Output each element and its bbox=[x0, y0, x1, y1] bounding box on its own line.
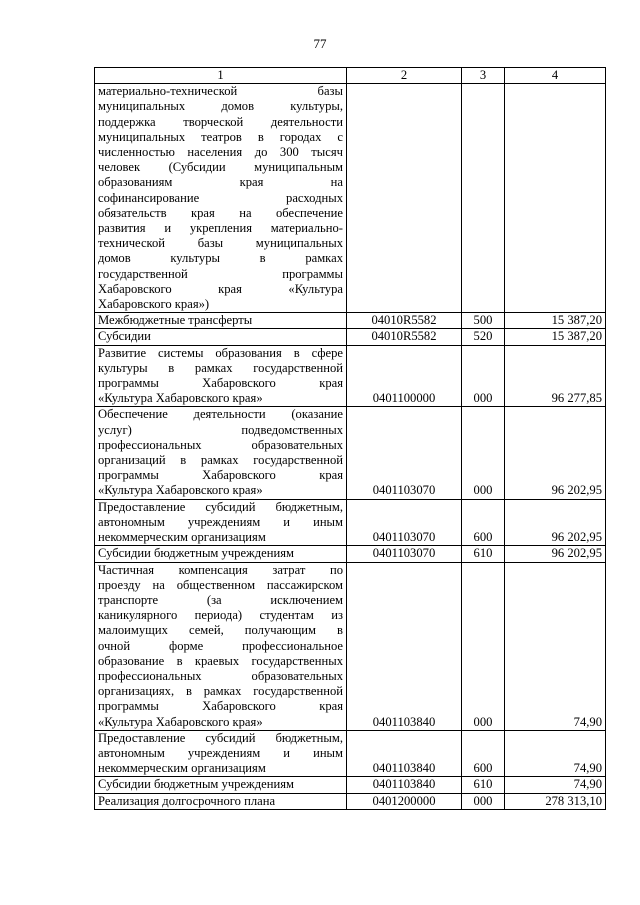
row-name-cell bbox=[95, 562, 347, 730]
row-name-line: транспорте (за исключением bbox=[98, 592, 343, 607]
table-row bbox=[95, 329, 606, 345]
table-row bbox=[95, 793, 606, 809]
row-name-line: «Культура Хабаровского края» bbox=[98, 714, 263, 729]
row-name-cell bbox=[95, 499, 347, 546]
row-name-line: программы Хабаровского края bbox=[98, 468, 343, 483]
row-name-line: образованиям края на bbox=[98, 175, 343, 190]
row-amount-cell: 15 387,20 bbox=[505, 313, 606, 329]
row-name-cell bbox=[95, 329, 347, 345]
row-type-cell: 610 bbox=[462, 777, 505, 793]
row-name-line: профессиональных образовательных bbox=[98, 668, 343, 683]
row-amount-cell: 96 202,95 bbox=[505, 407, 606, 499]
row-type-cell: 500 bbox=[462, 313, 505, 329]
row-name-line: софинансирование расходных bbox=[98, 190, 343, 205]
row-type-cell: 600 bbox=[462, 499, 505, 546]
table-body bbox=[95, 84, 606, 810]
row-code-cell bbox=[347, 84, 462, 313]
row-code-cell: 0401103070 bbox=[347, 546, 462, 562]
row-amount-cell: 74,90 bbox=[505, 562, 606, 730]
row-name-line: Предоставление субсидий бюджетным, bbox=[98, 499, 343, 514]
row-name-line: государственной программы bbox=[98, 266, 343, 281]
row-type-cell: 520 bbox=[462, 329, 505, 345]
row-name-cell bbox=[95, 777, 347, 793]
table-row bbox=[95, 407, 606, 499]
row-amount-cell: 96 202,95 bbox=[505, 499, 606, 546]
table-row bbox=[95, 562, 606, 730]
row-name-line: муниципальных домов культуры, bbox=[98, 99, 343, 114]
header-col-4: 4 bbox=[505, 68, 606, 84]
row-name-line: Частичная компенсация затрат по bbox=[98, 562, 343, 577]
table-row bbox=[95, 730, 606, 777]
row-type-cell: 000 bbox=[462, 407, 505, 499]
row-code-cell: 0401200000 bbox=[347, 793, 462, 809]
header-col-2: 2 bbox=[347, 68, 462, 84]
row-name-line: некоммерческим организациям bbox=[98, 530, 266, 545]
row-name-line: автономным учреждениям и иным bbox=[98, 745, 343, 760]
row-name-line: услуг) подведомственных bbox=[98, 422, 343, 437]
row-code-cell: 0401103070 bbox=[347, 407, 462, 499]
row-name-line: «Культура Хабаровского края» bbox=[98, 483, 263, 498]
row-name-line: поддержка творческой деятельности bbox=[98, 114, 343, 129]
row-name-line: Хабаровского края») bbox=[98, 297, 210, 312]
row-name-line: Субсидии бюджетным учреждениям bbox=[98, 546, 294, 561]
row-amount-cell: 15 387,20 bbox=[505, 329, 606, 345]
row-type-cell: 000 bbox=[462, 345, 505, 407]
row-name-line: автономным учреждениям и иным bbox=[98, 514, 343, 529]
header-col-1: 1 bbox=[95, 68, 347, 84]
row-name-cell bbox=[95, 546, 347, 562]
table-header bbox=[95, 68, 606, 84]
table-row bbox=[95, 345, 606, 407]
row-type-cell: 600 bbox=[462, 730, 505, 777]
row-type-cell bbox=[462, 84, 505, 313]
row-name-line: численностью населения до 300 тысяч bbox=[98, 145, 343, 160]
page-number: 77 bbox=[313, 36, 327, 51]
row-name-cell bbox=[95, 345, 347, 407]
row-name-line: развития и укрепления материально- bbox=[98, 221, 343, 236]
row-name-line: программы Хабаровского края bbox=[98, 376, 343, 391]
row-name-line: проезду на общественном пассажирском bbox=[98, 577, 343, 592]
row-name-line: человек (Субсидии муниципальным bbox=[98, 160, 343, 175]
row-name-line: культуры в рамках государственной bbox=[98, 360, 343, 375]
row-amount-cell: 96 202,95 bbox=[505, 546, 606, 562]
row-name-line: «Культура Хабаровского края» bbox=[98, 391, 263, 406]
row-code-cell: 0401103840 bbox=[347, 562, 462, 730]
row-code-cell: 0401100000 bbox=[347, 345, 462, 407]
row-name-line: каникулярного периода) студентам из bbox=[98, 608, 343, 623]
row-name-line: Предоставление субсидий бюджетным, bbox=[98, 730, 343, 745]
row-name-line: малоимущих семей, получающим в bbox=[98, 623, 343, 638]
row-name-line: Обеспечение деятельности (оказание bbox=[98, 407, 343, 422]
row-type-cell: 000 bbox=[462, 562, 505, 730]
row-name-line: программы Хабаровского края bbox=[98, 699, 343, 714]
table-row bbox=[95, 546, 606, 562]
row-name-cell bbox=[95, 793, 347, 809]
row-type-cell: 000 bbox=[462, 793, 505, 809]
row-name-line: материально-технической базы bbox=[98, 84, 343, 99]
table-row bbox=[95, 313, 606, 329]
row-name-cell bbox=[95, 313, 347, 329]
row-name-line: домов культуры в рамках bbox=[98, 251, 343, 266]
table-row bbox=[95, 499, 606, 546]
row-name-cell bbox=[95, 407, 347, 499]
row-name-line: технической базы муниципальных bbox=[98, 236, 343, 251]
row-name-line: организациях, в рамках государственной bbox=[98, 684, 343, 699]
row-code-cell: 04010R5582 bbox=[347, 329, 462, 345]
row-code-cell: 0401103070 bbox=[347, 499, 462, 546]
table-row bbox=[95, 777, 606, 793]
row-name-line: профессиональных образовательных bbox=[98, 437, 343, 452]
row-name-cell bbox=[95, 730, 347, 777]
row-name-cell bbox=[95, 84, 347, 313]
row-amount-cell: 74,90 bbox=[505, 777, 606, 793]
row-name-line: очной форме профессиональное bbox=[98, 638, 343, 653]
header-row bbox=[95, 68, 606, 84]
row-name-line: Субсидии бюджетным учреждениям bbox=[98, 777, 294, 792]
header-col-3: 3 bbox=[462, 68, 505, 84]
row-name-line: Развитие системы образования в сфере bbox=[98, 345, 343, 360]
row-amount-cell bbox=[505, 84, 606, 313]
row-amount-cell: 278 313,10 bbox=[505, 793, 606, 809]
row-name-line: муниципальных театров в городах с bbox=[98, 129, 343, 144]
row-name-line: организаций в рамках государственной bbox=[98, 453, 343, 468]
row-name-line: некоммерческим организациям bbox=[98, 761, 266, 776]
row-name-line: Хабаровского края «Культура bbox=[98, 281, 343, 296]
row-type-cell: 610 bbox=[462, 546, 505, 562]
row-name-line: Субсидии bbox=[98, 329, 151, 344]
row-name-line: Реализация долгосрочного плана bbox=[98, 793, 276, 808]
row-amount-cell: 96 277,85 bbox=[505, 345, 606, 407]
row-name-line: обязательств края на обеспечение bbox=[98, 205, 343, 220]
budget-table bbox=[94, 67, 606, 810]
row-name-line: образование в краевых государственных bbox=[98, 653, 343, 668]
row-code-cell: 0401103840 bbox=[347, 777, 462, 793]
row-code-cell: 04010R5582 bbox=[347, 313, 462, 329]
row-name-line: Межбюджетные трансферты bbox=[98, 313, 253, 328]
row-amount-cell: 74,90 bbox=[505, 730, 606, 777]
table-row bbox=[95, 84, 606, 313]
row-code-cell: 0401103840 bbox=[347, 730, 462, 777]
